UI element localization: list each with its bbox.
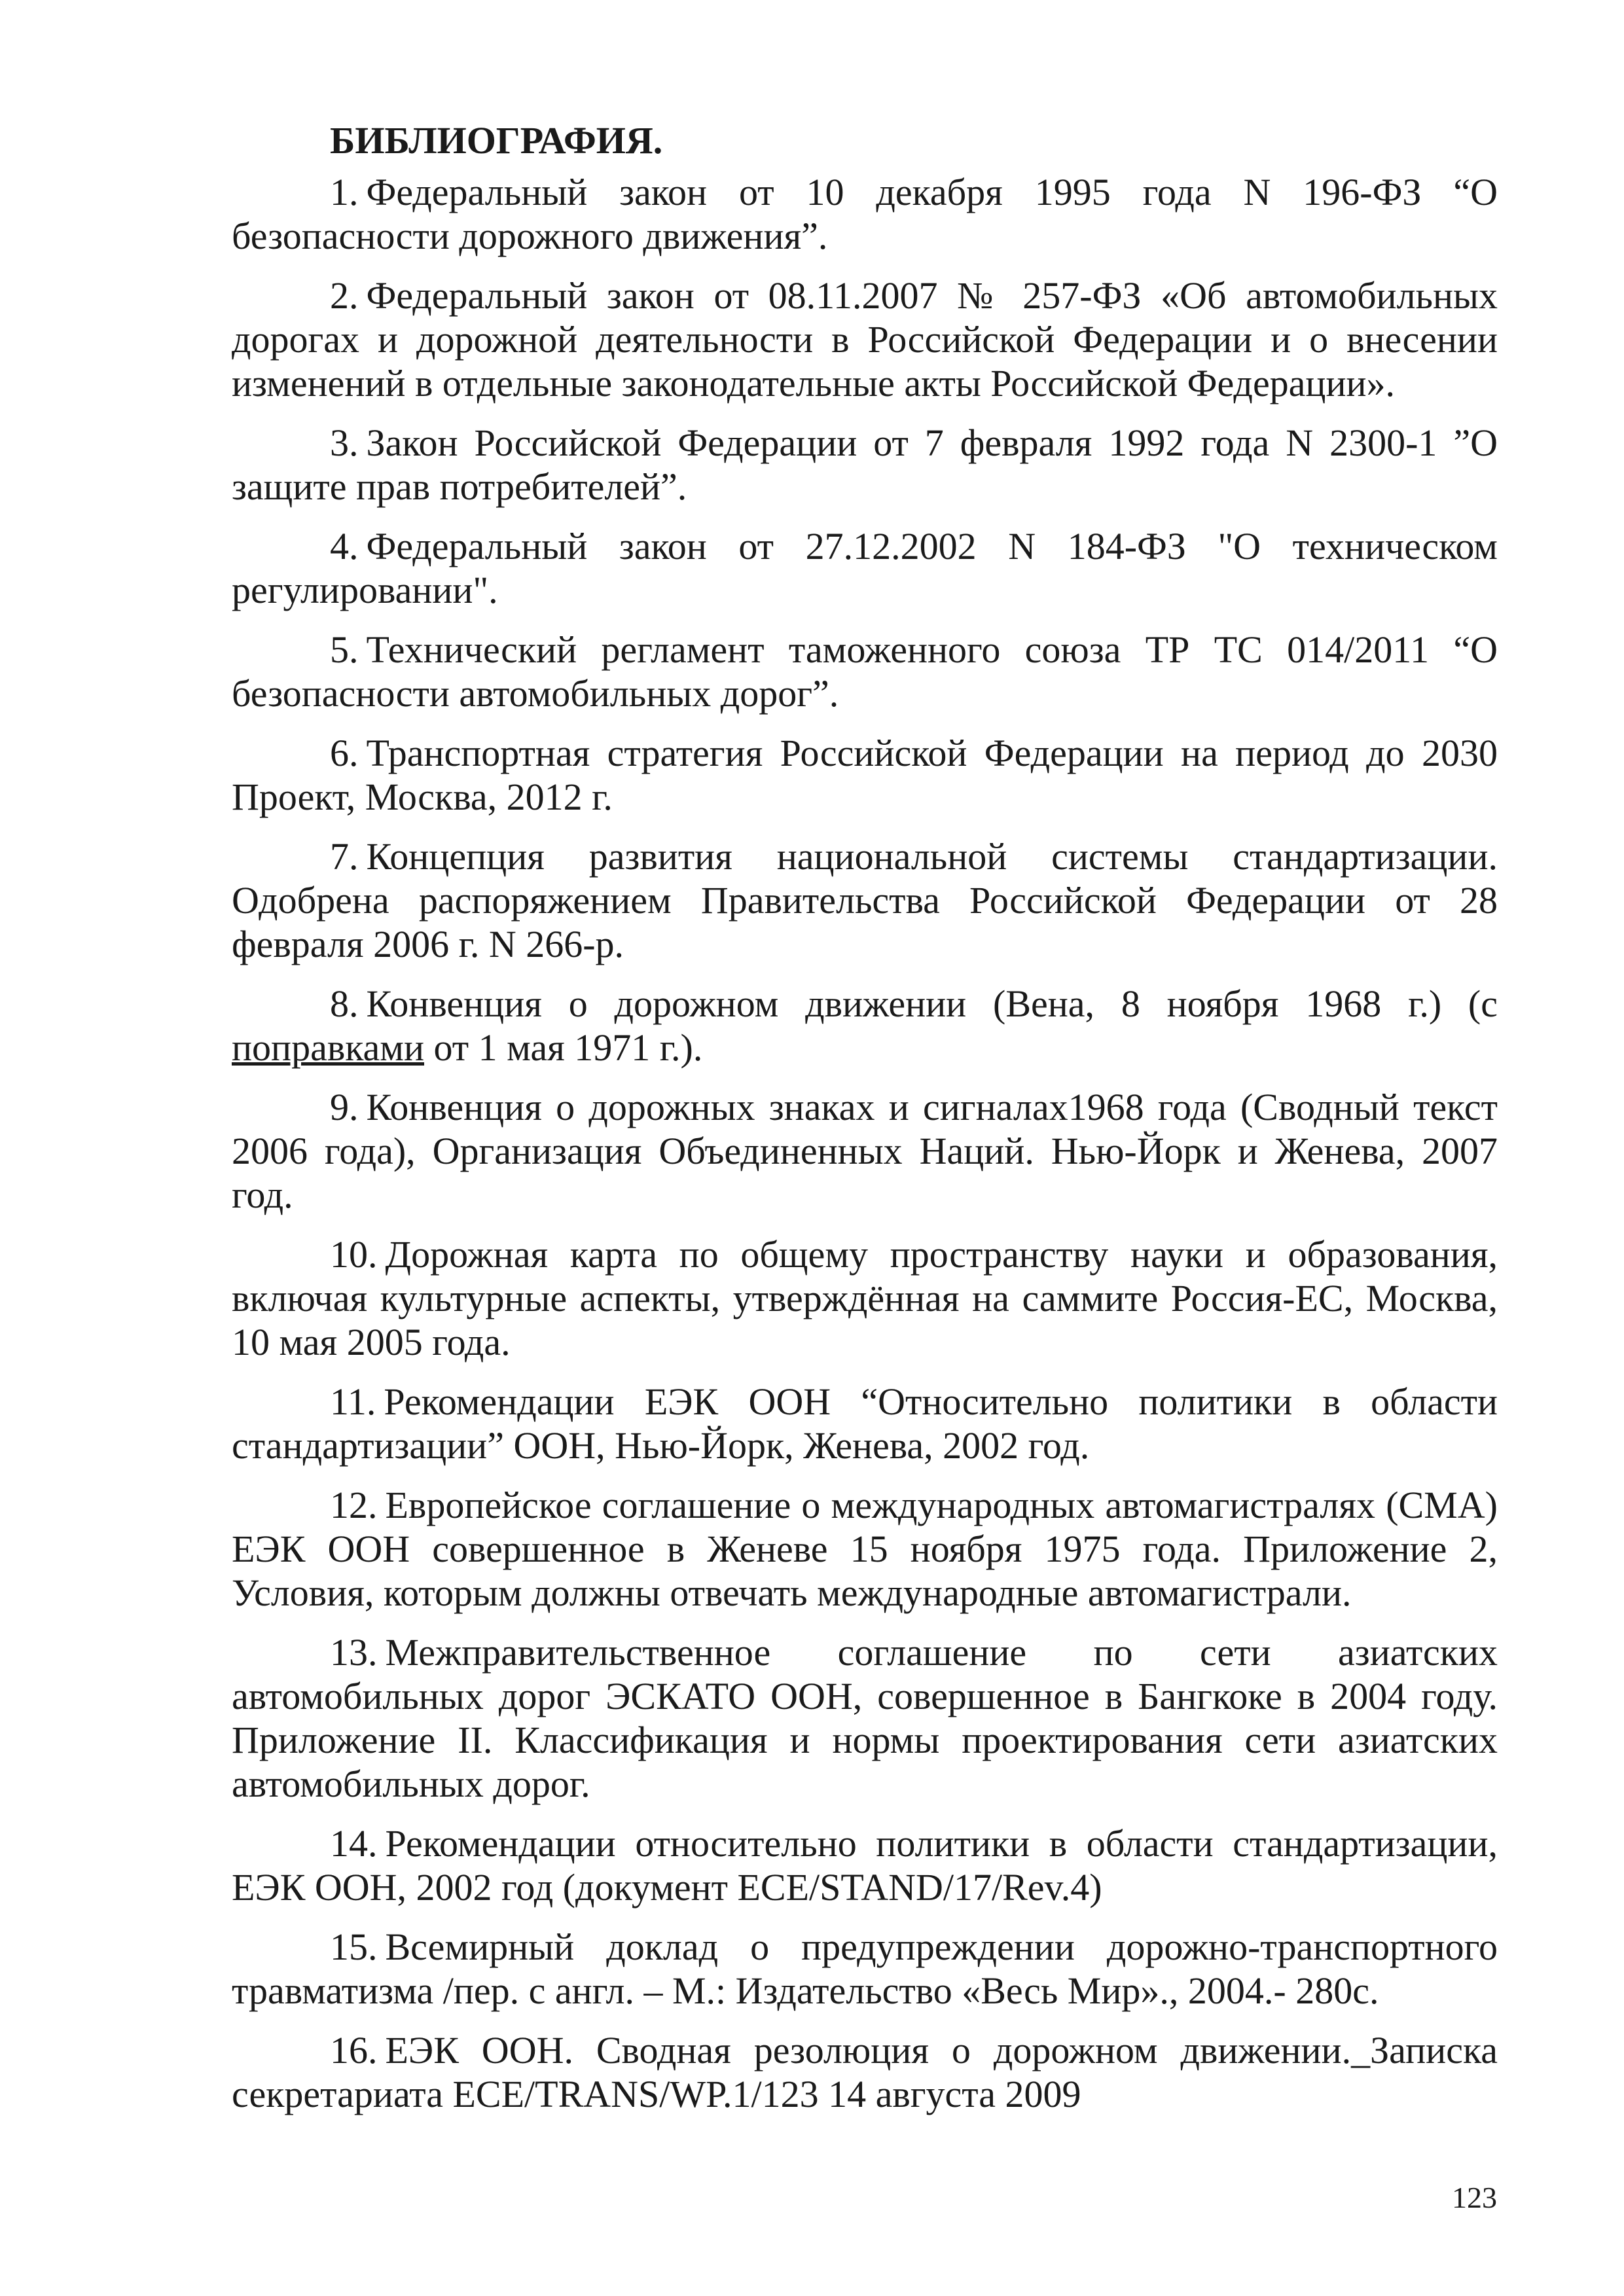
page-title: БИБЛИОГРАФИЯ. xyxy=(330,119,663,162)
amendments-link[interactable]: поправками xyxy=(232,1026,424,1069)
entry-number: 11. xyxy=(330,1380,376,1423)
entry-number: 14. xyxy=(330,1822,378,1865)
entry-number: 15. xyxy=(330,1926,378,1968)
entry-number: 9. xyxy=(330,1086,359,1128)
entry-number: 8. xyxy=(330,982,359,1025)
bibliography-entry-1 xyxy=(232,170,1498,258)
bibliography-entry-11 xyxy=(232,1380,1498,1467)
entry-text: Конвенция о дорожных знаках и сигналах1968 года (Сводный текст 2006 года), Организация Объединенных Наций. Нью-Йорк и Женева, 2007 год. xyxy=(232,1086,1498,1216)
bibliography-entry-7 xyxy=(232,834,1498,966)
bibliography-entry-14 xyxy=(232,1821,1498,1909)
entry-text: Конвенция о дорожном движении (Вена, 8 ноября 1968 г.) (с xyxy=(366,982,1498,1025)
entry-text: Федеральный закон от 10 декабря 1995 года N 196-ФЗ “О безопасности дорожного движения”. xyxy=(232,171,1498,257)
entry-number: 4. xyxy=(330,525,359,567)
entry-number: 3. xyxy=(330,422,359,464)
entry-text: Закон Российской Федерации от 7 февраля 1992 года N 2300-1 ”О защите прав потребителей”. xyxy=(232,422,1498,508)
entry-number: 12. xyxy=(330,1484,378,1526)
entry-text: Рекомендации ЕЭК ООН “Относительно политики в области стандартизации” ООН, Нью-Йорк, Женева, 2002 год. xyxy=(232,1380,1498,1467)
entry-number: 7. xyxy=(330,835,359,878)
entry-text: Рекомендации относительно политики в области стандартизации, ЕЭК ООН, 2002 год (документ ECE/STAND/17/Rev.4) xyxy=(232,1822,1498,1909)
entry-number: 13. xyxy=(330,1631,378,1674)
entry-number: 6. xyxy=(330,732,359,774)
entry-number: 2. xyxy=(330,274,359,317)
entry-text: Концепция развития национальной системы стандартизации. Одобрена распоряжением Правительства Российской Федерации от 28 февраля 2006 г. N 266-р. xyxy=(232,835,1498,965)
bibliography-entry-4 xyxy=(232,524,1498,612)
entry-text-tail: от 1 мая 1971 г.). xyxy=(424,1026,703,1069)
bibliography-entry-3 xyxy=(232,421,1498,509)
bibliography-entry-9 xyxy=(232,1085,1498,1217)
entry-number: 16. xyxy=(330,2029,378,2072)
entry-number: 1. xyxy=(330,171,359,213)
entry-text: Дорожная карта по общему пространству науки и образования, включая культурные аспекты, утверждённая на саммите Россия-ЕС, Москва, 10 мая 2005 года. xyxy=(232,1233,1498,1363)
entry-text: Технический регламент таможенного союза ТР ТС 014/2011 “О безопасности автомобильных дорог”. xyxy=(232,628,1498,715)
bibliography-entry-6 xyxy=(232,731,1498,819)
entry-text: Транспортная стратегия Российской Федерации на период до 2030 Проект, Москва, 2012 г. xyxy=(232,732,1498,818)
entry-text: ЕЭК ООН. Сводная резолюция о дорожном движении._Записка секретариата ECE/TRANS/WP.1/123 14 августа 2009 xyxy=(232,2029,1498,2115)
entry-text: Всемирный доклад о предупреждении дорожно-транспортного травматизма /пер. с англ. – М.: Издательство «Весь Мир»., 2004.- 280с. xyxy=(232,1926,1498,2012)
bibliography-entry-5 xyxy=(232,628,1498,715)
bibliography-entry-12 xyxy=(232,1483,1498,1615)
entry-text: Европейское соглашение о международных автомагистралях (СМА) ЕЭК ООН совершенное в Женеве 15 ноября 1975 года. Приложение 2, Условия, которым должны отвечать международные автомагистрали. xyxy=(232,1484,1498,1614)
bibliography-entry-8 xyxy=(232,982,1498,1069)
entry-text: Федеральный закон от 27.12.2002 N 184-ФЗ "О техническом регулировании". xyxy=(232,525,1498,611)
bibliography-entry-13 xyxy=(232,1630,1498,1806)
bibliography-entry-2 xyxy=(232,274,1498,405)
bibliography-entry-15 xyxy=(232,1925,1498,2013)
bibliography-entry-10 xyxy=(232,1232,1498,1364)
entry-text: Федеральный закон от 08.11.2007 № 257-ФЗ «Об автомобильных дорогах и дорожной деятельности в Российской Федерации и о внесении изменений в отдельные законодательные акты Российской Федерации». xyxy=(232,274,1498,404)
entry-number: 10. xyxy=(330,1233,378,1276)
document-page xyxy=(232,118,1498,2132)
bibliography-entry-16 xyxy=(232,2028,1498,2116)
page-number: 123 xyxy=(1452,2181,1497,2214)
entry-number: 5. xyxy=(330,628,359,671)
entry-text: Межправительственное соглашение по сети азиатских автомобильных дорог ЭСКАТО ООН, совершенное в Бангкоке в 2004 году. Приложение II. Классификация и нормы проектирования сети азиатских автомобильных дорог. xyxy=(232,1631,1498,1805)
